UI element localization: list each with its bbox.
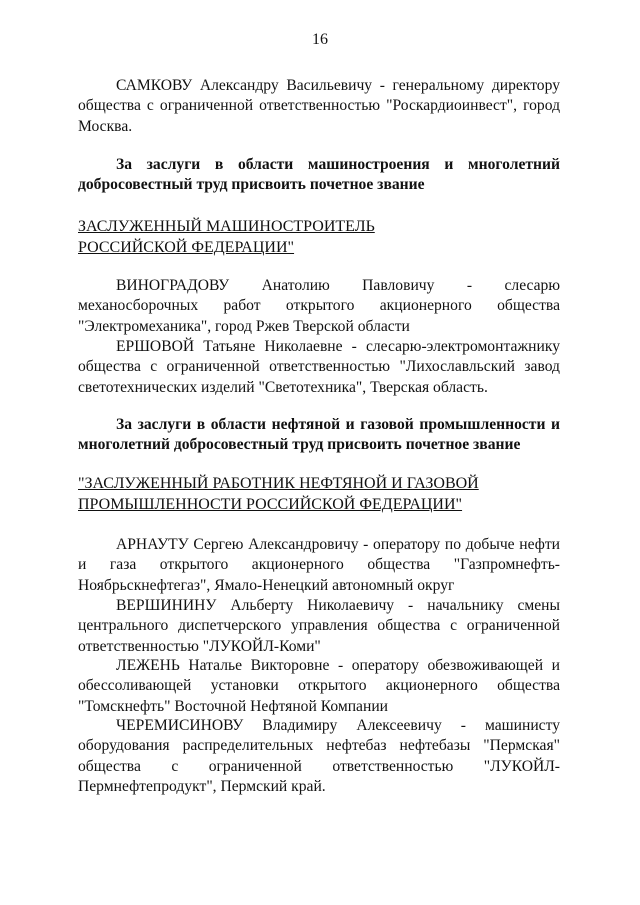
award-first-line	[78, 276, 560, 296]
surname: ВИНОГРАДОВУ	[116, 277, 230, 294]
award-cheremisinov	[78, 716, 560, 798]
honorary-title-line-2: РОССИЙСКОЙ ФЕДЕРАЦИИ"	[78, 239, 295, 256]
position-start: слесарю	[504, 277, 560, 294]
section-intro: За заслуги в области нефтяной и газовой промышленности и многолетний добросовестный труд присвоить почетное звание	[78, 416, 560, 454]
section-mechanical-engineering-intro	[78, 155, 560, 196]
award-vinogradov	[78, 276, 560, 337]
dash: -	[466, 277, 473, 294]
award-arnaut	[78, 535, 560, 596]
award-rest: механосборочных работ открытого акционерного общества "Электромеханика", город Ржев Тверской области	[78, 297, 560, 335]
award-lezhen	[78, 656, 560, 717]
award-paragraph: ЧЕРЕМИСИНОВУ Владимиру Алексеевичу - машинисту оборудования распределительных нефтебаз нефтебазы "Пермская" общества с ограниченной ответственностью "ЛУКОЙЛ-Пермнефтепродукт", Пермский край.	[78, 717, 560, 796]
award-paragraph: ВЕРШИНИНУ Альберту Николаевичу - начальнику смены центрального диспетчерского управления общества с ограниченной ответственностью "ЛУКОЙЛ-Коми"	[78, 597, 560, 655]
honorary-title-line-1: ЗАСЛУЖЕННЫЙ МАШИНОСТРОИТЕЛЬ	[78, 218, 375, 235]
award-ershova	[78, 337, 560, 398]
section-mechanical-engineering-title	[78, 216, 560, 258]
section-intro: За заслуги в области машиностроения и многолетний добросовестный труд присвоить почетное звание	[78, 156, 560, 194]
award-paragraph: САМКОВУ Александру Васильевичу - генеральному директору общества с ограниченной ответственностью "Роскардиоинвест", город Москва.	[78, 77, 560, 135]
award-paragraph: ЕРШОВОЙ Татьяне Николаевне - слесарю-электромонтажнику общества с ограниченной ответственностью "Лихославльский завод светотехнических изделий "Светотехника", Тверская область.	[78, 338, 560, 396]
honorary-title-line-2: ПРОМЫШЛЕННОСТИ РОССИЙСКОЙ ФЕДЕРАЦИИ"	[78, 496, 463, 513]
first-name: Анатолию	[261, 277, 330, 294]
award-samkov	[78, 76, 560, 137]
award-vershinin	[78, 596, 560, 657]
section-oil-gas-intro	[78, 415, 560, 456]
section-oil-gas-title	[78, 473, 560, 515]
award-paragraph: ЛЕЖЕНЬ Наталье Викторовне - оператору обезвоживающей и обессоливающей установки открытого акционерного общества "Томскнефть" Восточной Нефтяной Компании	[78, 657, 560, 715]
patronymic: Павловичу	[362, 277, 435, 294]
honorary-title-line-1: "ЗАСЛУЖЕННЫЙ РАБОТНИК НЕФТЯНОЙ И ГАЗОВОЙ	[78, 475, 479, 492]
award-paragraph: АРНАУТУ Сергею Александровичу - оператору по добыче нефти и газа открытого акционерного общества "Газпромнефть-Ноябрьскнефтегаз", Ямало-Ненецкий автономный округ	[78, 536, 560, 594]
page-number: 16	[312, 31, 328, 48]
